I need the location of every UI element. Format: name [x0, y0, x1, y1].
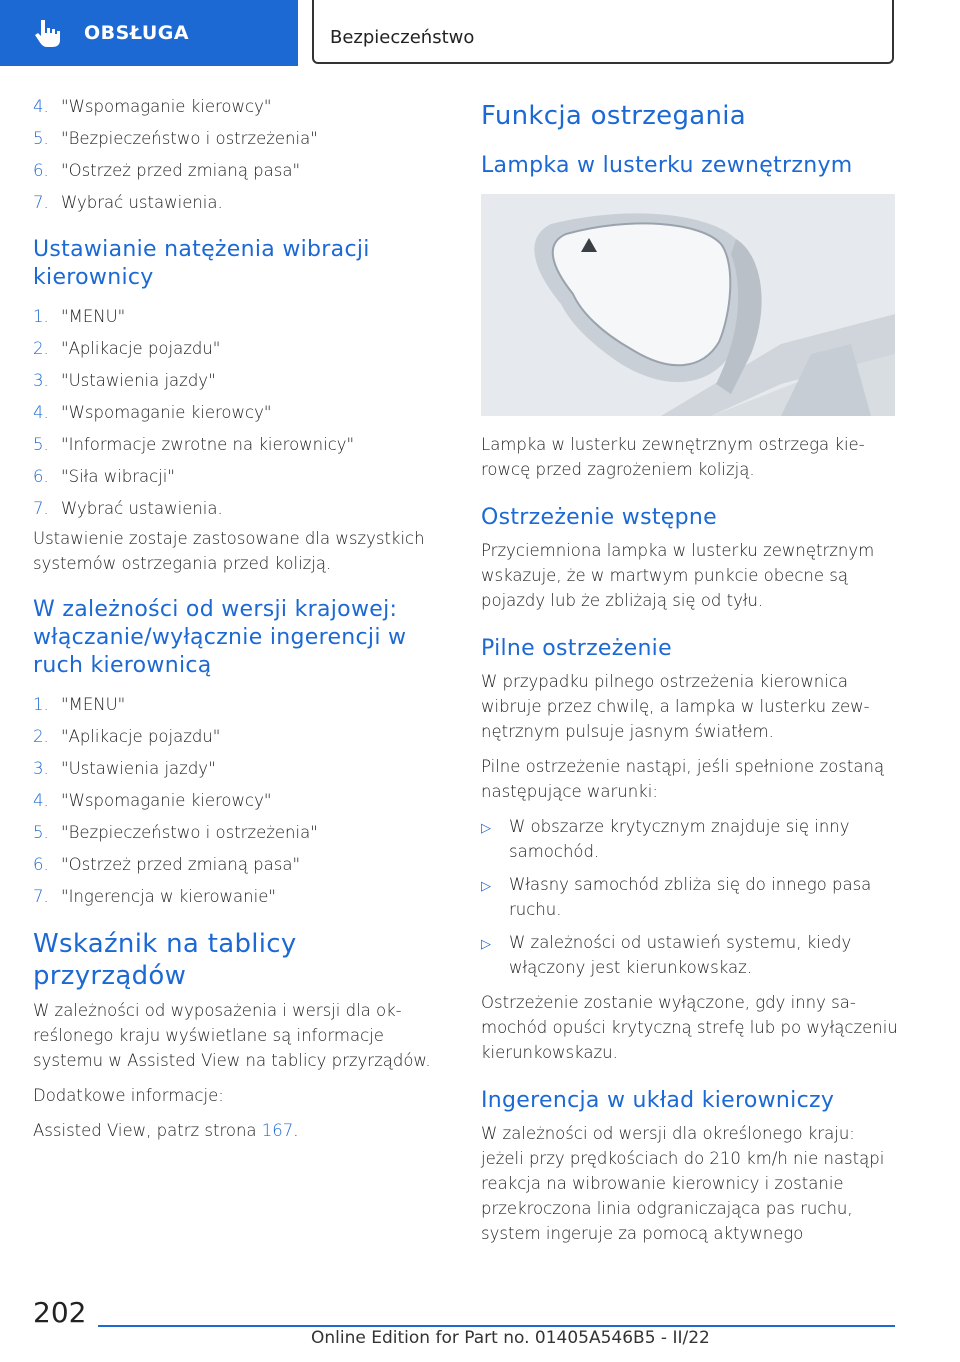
list-item: 5. "Bezpieczeństwo i ostrzeżenia" [33, 129, 318, 148]
list-item: ▷ W zależności od ustawień systemu, kiedy włączony jest kierunkowskaz. [481, 930, 901, 980]
list-item: 5. "Bezpieczeństwo i ostrzeżenia" [33, 823, 318, 842]
page-link-167[interactable]: 167 [261, 1121, 294, 1140]
steering-text: W zależności od wersji dla określonego kraju: jeżeli przy prędkościach do 210 km/h nie nastąpi reakcja na wibrowanie kierownicy i zostanie przekroczona linia odgraniczająca pas ruchu, system ingeruje za pomocą aktywnego [481, 1124, 885, 1243]
triangle-bullet-icon: ▷ [481, 821, 491, 836]
triangle-bullet-icon: ▷ [481, 879, 491, 894]
pre-warning-text: Przyciemniona lampka w lusterku zewnętrznym wskazuje, że w martwym punkcie obecne są pojazdy lub że zbliżają się od tyłu. [481, 541, 875, 610]
country-heading: W zależności od wersji krajowej: włączanie/wyłącznie ingerencji w ruch kierownicą [33, 597, 407, 678]
list-item: 5. "Informacje zwrotne na kierownicy" [33, 435, 355, 454]
list-item: 6. "Siła wibracji" [33, 467, 175, 486]
urgent-heading: Pilne ostrzeżenie [481, 636, 672, 661]
list-item: 4. "Wspomaganie kierowcy" [33, 97, 272, 116]
steps-list-vibration [33, 306, 443, 530]
function-heading: Funkcja ostrzegania [481, 101, 747, 131]
edition-footer: Online Edition for Part no. 01405A546B5 - II/22 [311, 1328, 710, 1348]
list-item: ▷ Własny samochód zbliża się do innego pasa ruchu. [481, 872, 901, 922]
list-item: 3. "Ustawienia jazdy" [33, 759, 216, 778]
list-item: 6. "Ostrzeż przed zmianą pasa" [33, 161, 301, 180]
list-item: 1. "MENU" [33, 307, 126, 326]
list-item: 2. "Aplikacje pojazdu" [33, 339, 221, 358]
warning-off-text: Ostrzeżenie zostanie wyłączone, gdy inny samochód opuści krytyczną strefę lub po wyłączeniu kierunkowskazu. [481, 993, 898, 1062]
list-item: 3. "Ustawienia jazdy" [33, 371, 216, 390]
indicator-text: W zależności od wyposażenia i wersji dla określonego kraju wyświetlane są informacje systemu w Assisted View na tablicy przyrządów. [33, 1001, 431, 1070]
list-item: 6. "Ostrzeż przed zmianą pasa" [33, 855, 301, 874]
mirror-heading: Lampka w lusterku zewnętrznym [481, 153, 853, 178]
list-item: 7. "Ingerencja w kierowanie" [33, 887, 276, 906]
left-column [33, 96, 443, 1153]
list-item: 7. Wybrać ustawienia. [33, 499, 223, 518]
pre-warning-heading: Ostrzeżenie wstępne [481, 505, 717, 530]
list-item: ▷ W obszarze krytycznym znajduje się inny samochód. [481, 814, 901, 864]
urgent-conditions: Pilne ostrzeżenie nastąpi, jeśli spełnione zostaną następujące warunki: [481, 757, 885, 801]
right-column [481, 96, 901, 1256]
chapter-title-box [312, 0, 894, 64]
side-mirror-image [481, 194, 895, 416]
vibration-heading: Ustawianie natężenia wibracji kierownicy [33, 237, 370, 290]
steps-list-top [33, 96, 443, 224]
list-item: 4. "Wspomaganie kierowcy" [33, 403, 272, 422]
more-info-label: Dodatkowe informacje: [33, 1086, 224, 1105]
footer-divider [98, 1325, 895, 1327]
mirror-caption: Lampka w lusterku zewnętrznym ostrzega kierowcę przed zagrożeniem kolizją. [481, 435, 865, 479]
triangle-bullet-icon: ▷ [481, 937, 491, 952]
urgent-text: W przypadku pilnego ostrzeżenia kierownica wibruje przez chwilę, a lampka w lusterku zewnętrznym pulsuje jasnym światłem. [481, 672, 870, 741]
section-tab [0, 0, 298, 66]
steps-list-country [33, 694, 443, 918]
conditions-list [481, 814, 901, 980]
list-item: 1. "MENU" [33, 695, 126, 714]
chapter-title: Bezpieczeństwo [330, 27, 475, 48]
list-item: 7. Wybrać ustawienia. [33, 193, 223, 212]
assisted-view-reference: Assisted View, patrz strona 167. [33, 1121, 299, 1140]
steering-heading: Ingerencja w układ kierowniczy [481, 1088, 835, 1113]
section-label: OBSŁUGA [84, 22, 190, 44]
indicator-heading: Wskaźnik na tablicy przyrządów [33, 929, 297, 991]
list-item: 2. "Aplikacje pojazdu" [33, 727, 221, 746]
hand-pointer-icon [32, 16, 66, 50]
page-number: 202 [33, 1296, 87, 1329]
vibration-note: Ustawienie zostaje zastosowane dla wszystkich systemów ostrzegania przed kolizją. [33, 529, 425, 573]
list-item: 4. "Wspomaganie kierowcy" [33, 791, 272, 810]
